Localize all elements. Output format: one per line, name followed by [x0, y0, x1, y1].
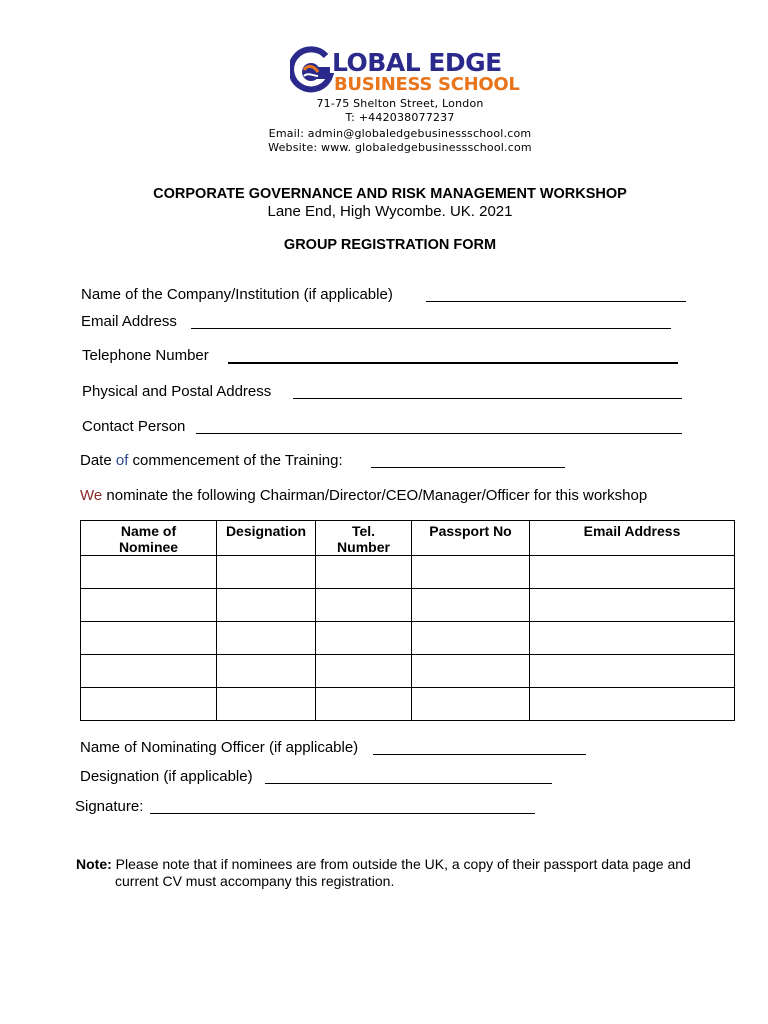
- officer-designation-line[interactable]: [265, 783, 552, 784]
- workshop-title: CORPORATE GOVERNANCE AND RISK MANAGEMENT WORKSHOP: [153, 186, 627, 202]
- table-cell[interactable]: [217, 589, 316, 622]
- table-cell[interactable]: [530, 589, 735, 622]
- table-cell[interactable]: [81, 655, 217, 688]
- date-label-prefix: Date: [80, 452, 116, 469]
- date-label-of: of: [115, 452, 129, 469]
- table-cell[interactable]: [316, 589, 412, 622]
- table-row: [81, 622, 735, 655]
- contact-phone: T: +442038077237: [345, 111, 455, 124]
- nominate-statement: [80, 487, 647, 504]
- signature-label: Signature:: [75, 798, 144, 815]
- workshop-location: Lane End, High Wycombe. UK. 2021: [267, 203, 513, 220]
- table-cell[interactable]: [81, 688, 217, 721]
- table-cell[interactable]: [81, 556, 217, 589]
- table-cell[interactable]: [316, 622, 412, 655]
- company-label: Name of the Company/Institution (if applicable): [81, 286, 393, 303]
- header-email-address: Email Address: [530, 521, 735, 556]
- table-cell[interactable]: [217, 622, 316, 655]
- telephone-line[interactable]: [228, 362, 678, 364]
- nominee-table: [80, 520, 735, 721]
- address-label: Physical and Postal Address: [82, 383, 272, 400]
- contact-email: Email: admin@globaledgebusinessschool.com: [268, 127, 532, 140]
- table-cell[interactable]: [530, 655, 735, 688]
- signature-line[interactable]: [150, 813, 535, 814]
- note-label: Note:: [76, 856, 112, 872]
- officer-designation-label: Designation (if applicable): [80, 768, 253, 785]
- form-title: GROUP REGISTRATION FORM: [283, 237, 497, 253]
- table-cell[interactable]: [81, 589, 217, 622]
- table-row: [81, 688, 735, 721]
- table-cell[interactable]: [316, 655, 412, 688]
- header-name-of-nominee: Name of Nominee: [81, 521, 217, 556]
- table-cell[interactable]: [412, 556, 530, 589]
- table-cell[interactable]: [217, 655, 316, 688]
- table-row: [81, 589, 735, 622]
- contact-person-label: Contact Person: [82, 418, 186, 435]
- header-tel-number: Tel. Number: [316, 521, 412, 556]
- header-passport-no: Passport No: [412, 521, 530, 556]
- table-cell[interactable]: [81, 622, 217, 655]
- company-line[interactable]: [426, 301, 686, 302]
- table-cell[interactable]: [412, 655, 530, 688]
- date-line[interactable]: [371, 467, 565, 468]
- table-cell[interactable]: [412, 688, 530, 721]
- email-line[interactable]: [191, 328, 671, 329]
- table-cell[interactable]: [217, 556, 316, 589]
- table-cell[interactable]: [217, 688, 316, 721]
- contact-person-line[interactable]: [196, 433, 682, 434]
- table-cell[interactable]: [412, 622, 530, 655]
- table-row: [81, 556, 735, 589]
- address-line[interactable]: [293, 398, 682, 399]
- header-designation: Designation: [217, 521, 316, 556]
- table-cell[interactable]: [412, 589, 530, 622]
- telephone-label: Telephone Number: [82, 347, 209, 364]
- school-logo: [290, 46, 520, 98]
- table-row: [81, 655, 735, 688]
- nominate-we: We: [80, 487, 103, 504]
- globe-g-icon: [290, 46, 334, 96]
- logo-line2: BUSINESS SCHOOL: [334, 74, 520, 95]
- officer-name-line[interactable]: [373, 754, 586, 755]
- contact-website: Website: www. globaledgebusinessschool.com: [268, 141, 532, 154]
- note-line2: current CV must accompany this registration.: [115, 873, 395, 889]
- date-label-suffix: commencement of the Training:: [128, 452, 343, 469]
- table-header-row: [81, 521, 735, 556]
- date-label: [80, 452, 343, 469]
- logo-line1: LOBAL EDGE: [332, 48, 502, 77]
- nominate-text: nominate the following Chairman/Director/CEO/Manager/Officer for this workshop: [102, 487, 648, 504]
- table-cell[interactable]: [530, 622, 735, 655]
- table-cell[interactable]: [316, 556, 412, 589]
- table-cell[interactable]: [530, 556, 735, 589]
- contact-address: 71-75 Shelton Street, London: [316, 97, 484, 110]
- note-line1: Please note that if nominees are from outside the UK, a copy of their passport data page and: [111, 856, 691, 872]
- table-cell[interactable]: [316, 688, 412, 721]
- officer-name-label: Name of Nominating Officer (if applicable): [80, 739, 359, 756]
- table-cell[interactable]: [530, 688, 735, 721]
- email-label: Email Address: [81, 313, 177, 330]
- passport-note: [76, 856, 736, 890]
